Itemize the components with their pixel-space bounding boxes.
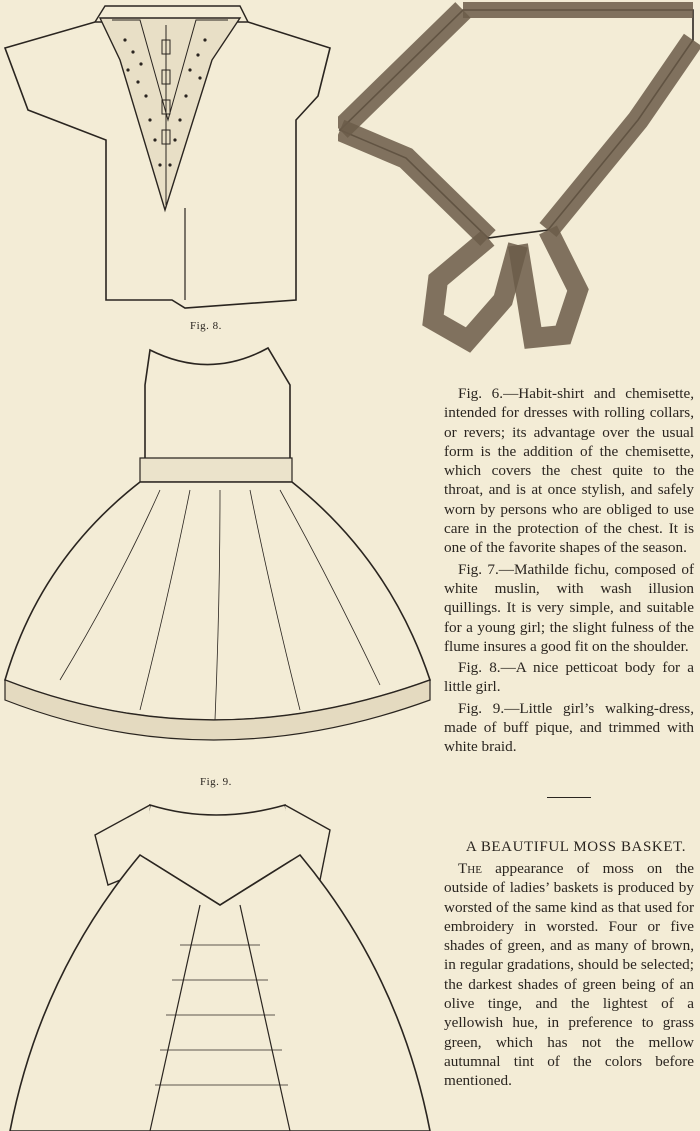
- petticoat-dress-illustration: [0, 340, 435, 770]
- moss-basket-heading: A BEAUTIFUL MOSS BASKET.: [465, 838, 687, 855]
- fig8-description: Fig. 8.—A nice petticoat body for a little girl.: [444, 659, 694, 696]
- moss-basket-body-text: appearance of moss on the outside of ladies’ baskets is produced by worsted of the same kind as that used for embroidery in worsted. Four or five shades of green, and as many of brown, in regular gradations, should be selected; the darkest shades of green being of an olive tinge, and the lightest of a yellowish hue, in preference to grass green, which has not the mellow autumnal tint of the colors before mentioned.: [444, 859, 694, 1090]
- fig7-description: Fig. 7.—Mathilde fichu, composed of white muslin, with wash illusion quillings. It is very simple, and suitable for a young girl; the slight fulness of the flume insures a good fit on the shoulder.: [444, 560, 694, 655]
- fig8-caption: Fig. 8.: [190, 320, 222, 332]
- article-text-column: [444, 384, 694, 1093]
- fig9-caption: Fig. 9.: [200, 776, 232, 788]
- fig9-description: Fig. 9.—Little girl’s walking-dress, made of buff pique, and trimmed with white braid.: [444, 699, 694, 756]
- habit-shirt-illustration: [0, 0, 335, 312]
- fichu-illustration: [338, 0, 700, 360]
- moss-basket-lead: The: [458, 859, 482, 877]
- walking-dress-illustration: [0, 795, 440, 1131]
- section-divider: [547, 797, 591, 798]
- moss-basket-body: [444, 859, 694, 1091]
- fig6-description: Fig. 6.—Habit-shirt and chemisette, intended for dresses with rolling collars, or revers; its advantage over the usual form is the addition of the chemisette, which covers the chest quite to the throat, and is at once stylish, and safely worn by persons who are obliged to use care in the protection of the chest. It is one of the favorite shapes of the season.: [444, 385, 694, 557]
